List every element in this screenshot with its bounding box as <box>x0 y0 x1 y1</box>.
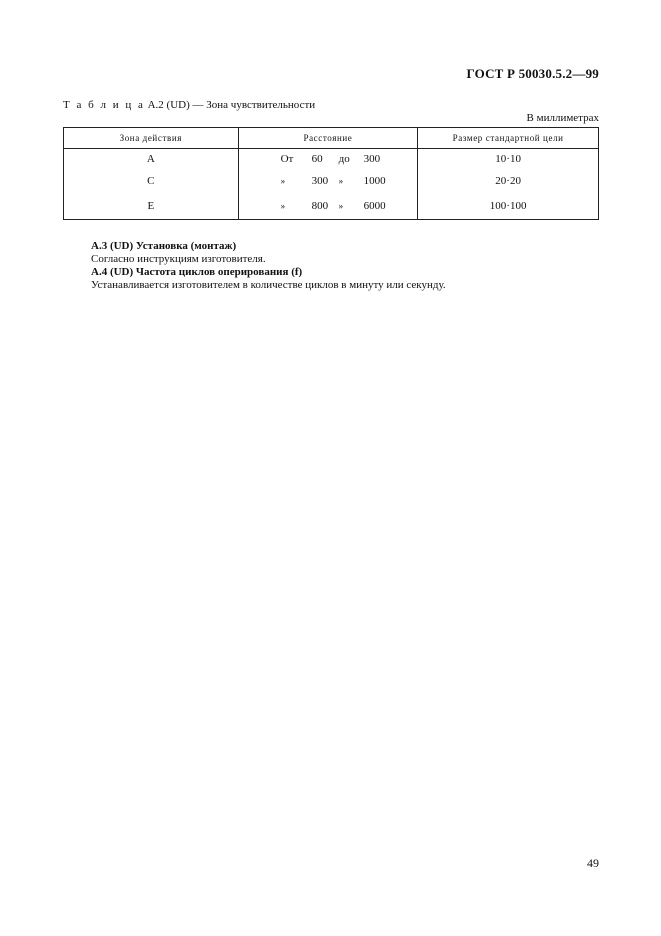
table-caption <box>63 99 315 111</box>
table-row <box>64 169 599 193</box>
table-caption-label: Т а б л и ц а <box>63 99 145 111</box>
target-size-cell: 20·20 <box>418 169 599 193</box>
column-header-distance: Расстояние <box>238 128 418 149</box>
zone-cell: С <box>64 169 239 193</box>
table-row <box>64 193 599 220</box>
distance-max: 6000 <box>363 200 386 212</box>
target-size-cell: 100·100 <box>418 193 599 220</box>
distance-max: 1000 <box>363 175 386 187</box>
distance-from-label: » <box>280 201 286 211</box>
table-caption-text: А.2 (UD) — Зона чувствительности <box>147 99 316 111</box>
column-header-target-size: Размер стандартной цели <box>418 128 599 149</box>
table-header-row <box>64 128 599 149</box>
distance-min: 60 <box>311 153 323 165</box>
distance-cell <box>238 193 418 220</box>
target-size-cell: 10·10 <box>418 149 599 170</box>
table-row <box>64 149 599 170</box>
distance-max: 300 <box>363 153 381 165</box>
sections <box>91 240 446 292</box>
distance-from-label: » <box>280 176 286 186</box>
distance-to-label: до <box>338 153 350 165</box>
sensitivity-zone-table <box>63 127 599 220</box>
units-note: В миллиметрах <box>526 112 599 124</box>
column-header-zone: Зона действия <box>64 128 239 149</box>
page-number: 49 <box>587 856 599 870</box>
zone-cell: Е <box>64 193 239 220</box>
zone-cell: А <box>64 149 239 170</box>
distance-cell <box>238 169 418 193</box>
distance-min: 300 <box>311 175 329 187</box>
distance-to-label: » <box>338 201 344 211</box>
distance-cell <box>238 149 418 170</box>
distance-to-label: » <box>338 176 344 186</box>
standard-code: ГОСТ Р 50030.5.2—99 <box>466 66 599 81</box>
section-text-cycle-frequency: Устанавливается изготовителем в количестве циклов в минуту или секунду. <box>91 279 446 291</box>
section-title-cycle-frequency: А.4 (UD) Частота циклов оперирования (f) <box>91 266 303 278</box>
distance-min: 800 <box>311 200 329 212</box>
section-title-installation: А.3 (UD) Установка (монтаж) <box>91 240 237 252</box>
section-text-installation: Согласно инструкциям изготовителя. <box>91 253 266 265</box>
distance-from-label: От <box>280 153 294 165</box>
